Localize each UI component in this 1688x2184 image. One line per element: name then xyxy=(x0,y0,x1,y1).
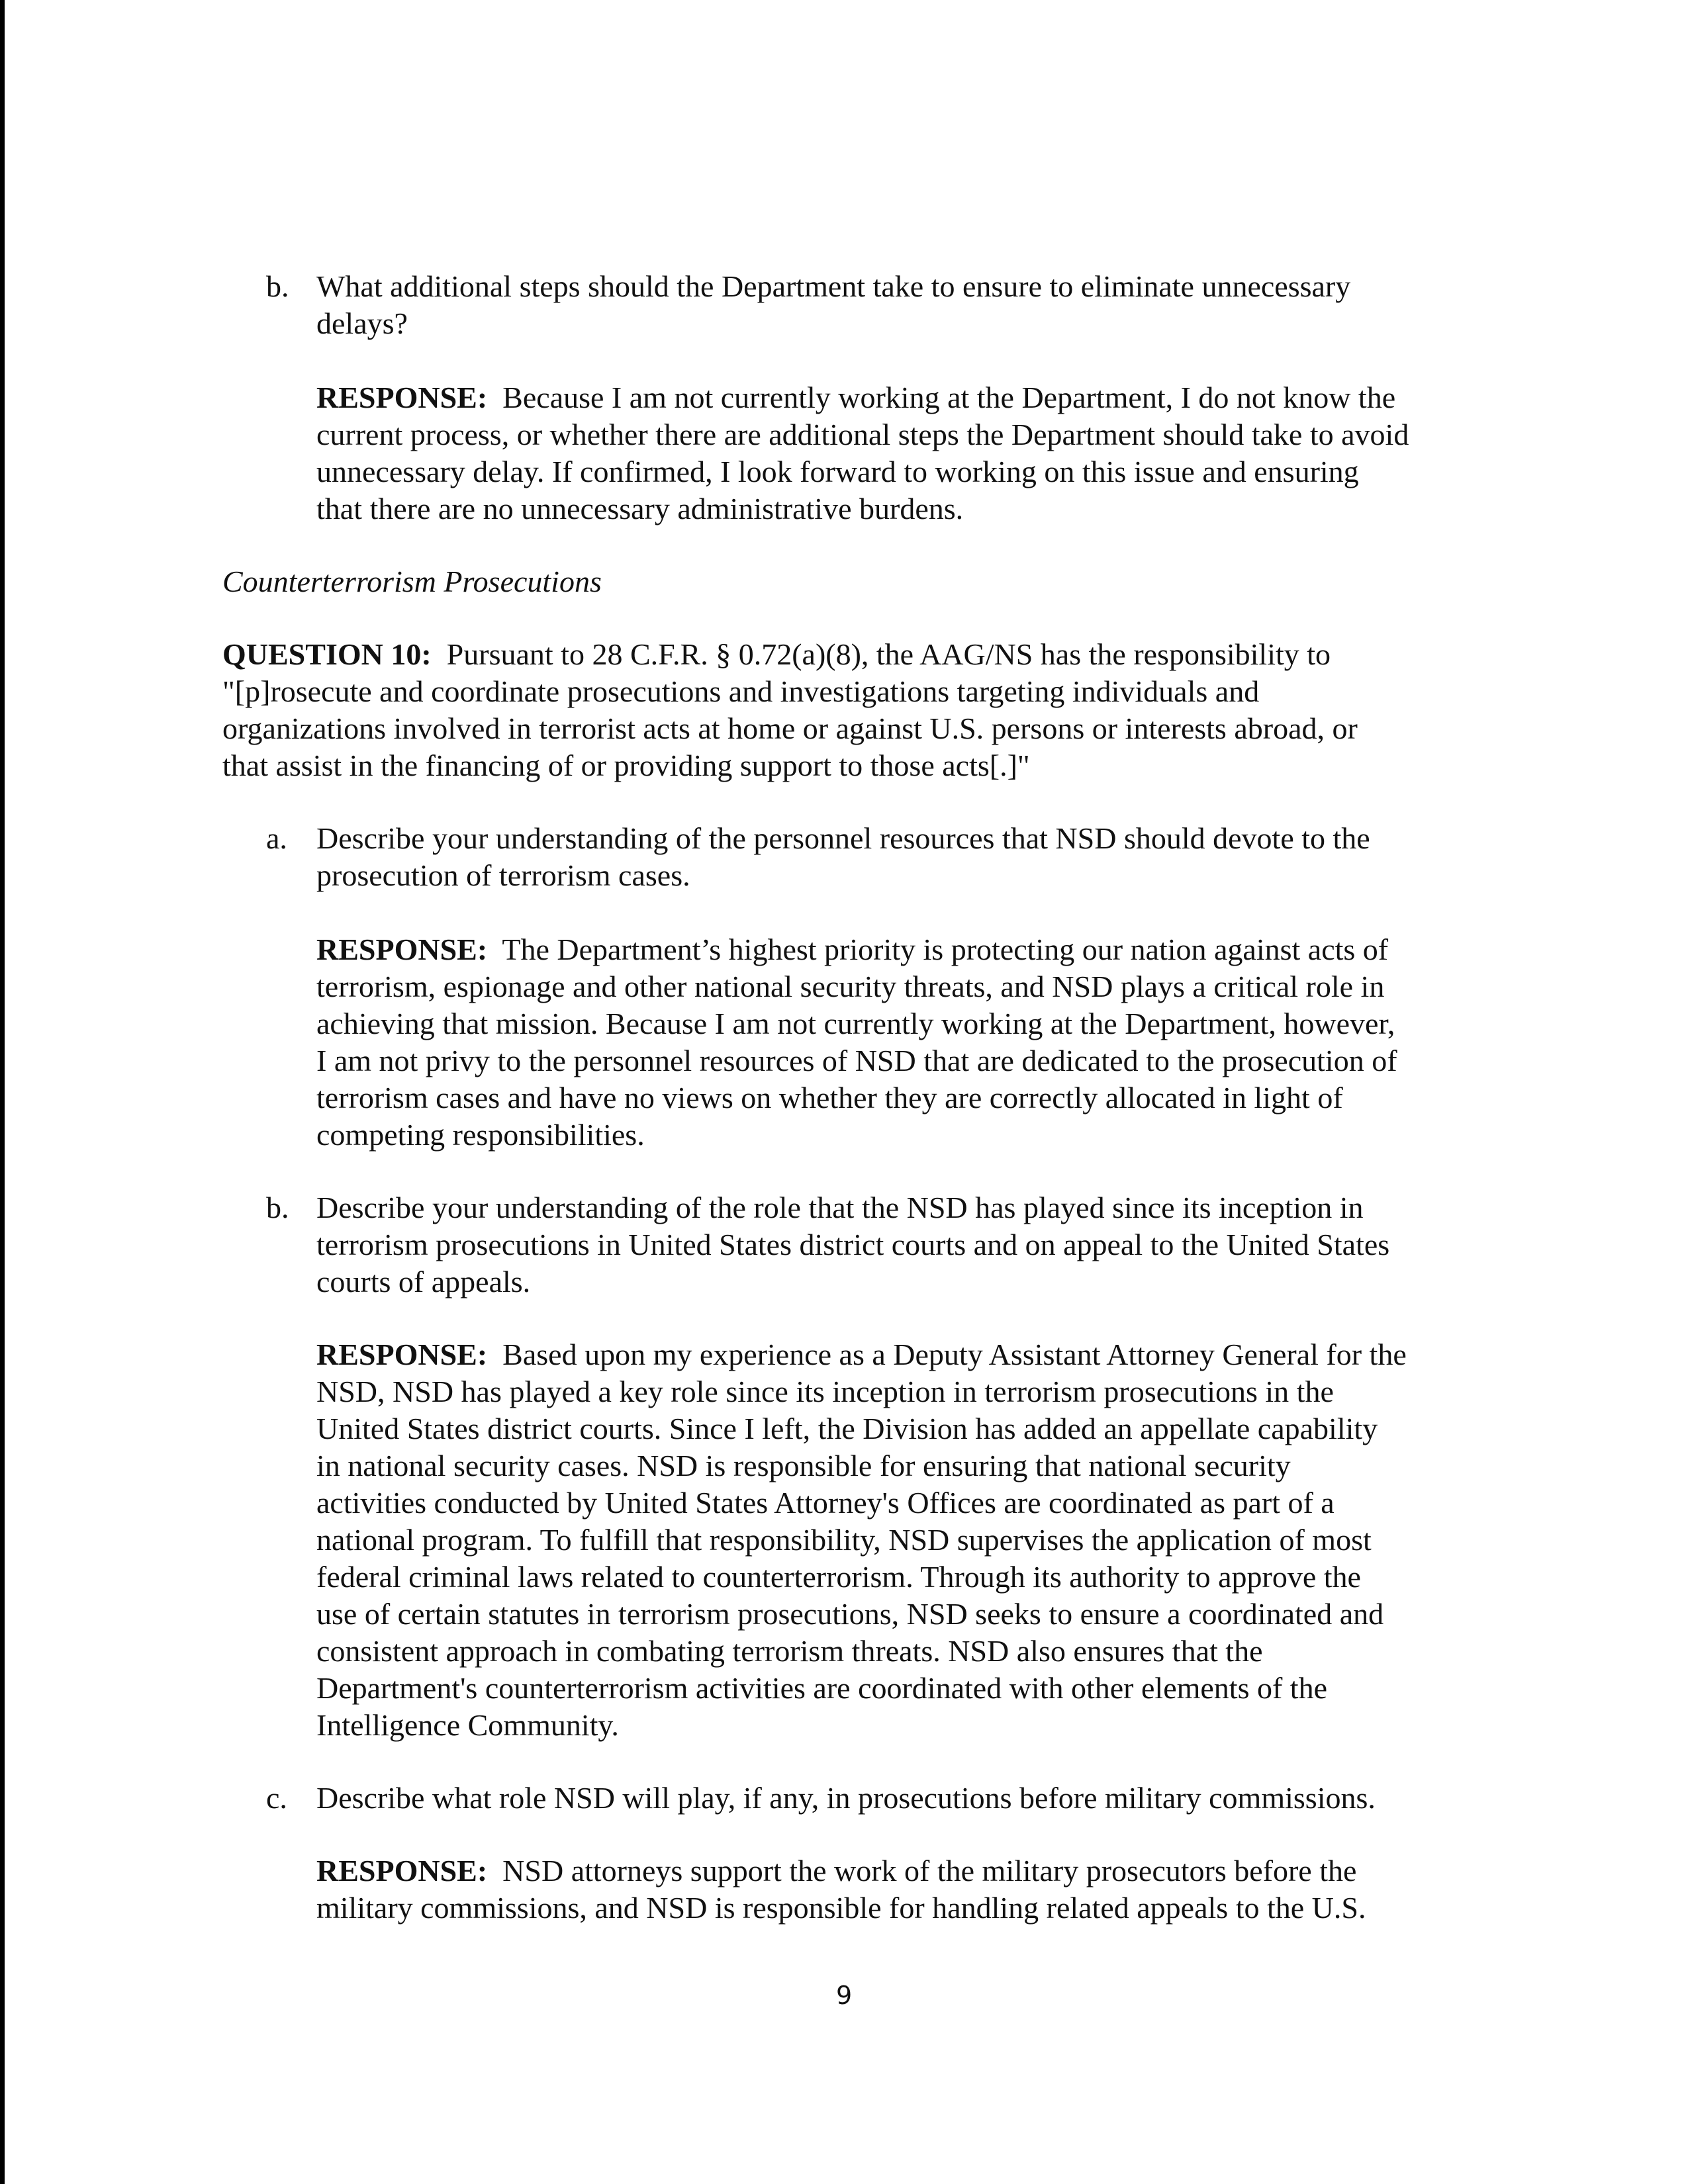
response-label: RESPONSE: xyxy=(316,933,488,966)
question-line: delays? xyxy=(316,306,408,340)
response-line xyxy=(316,934,1388,965)
question-line: organizations involved in terrorist acts at home or against U.S. persons or interests abroad, or xyxy=(222,711,1358,745)
list-marker: b. xyxy=(266,269,289,303)
response-line: achieving that mission. Because I am not currently working at the Department, however, xyxy=(316,1007,1395,1040)
list-marker: a. xyxy=(266,821,287,855)
response-line: competing responsibilities. xyxy=(316,1118,645,1152)
question-line: Describe what role NSD will play, if any, in prosecutions before military commissions. xyxy=(316,1781,1376,1815)
response-text: The Department’s highest priority is protecting our nation against acts of xyxy=(502,933,1389,966)
response-line: in national security cases. NSD is responsible for ensuring that national security xyxy=(316,1449,1291,1482)
response-line: current process, or whether there are additional steps the Department should take to avoid xyxy=(316,418,1409,451)
question-line: prosecution of terrorism cases. xyxy=(316,858,690,892)
response-text: NSD attorneys support the work of the military prosecutors before the xyxy=(502,1854,1357,1888)
question-line: Describe your understanding of the personnel resources that NSD should devote to the xyxy=(316,821,1370,855)
question-line: terrorism prosecutions in United States district courts and on appeal to the United States xyxy=(316,1228,1390,1261)
response-line xyxy=(316,1856,1356,1886)
list-marker: b. xyxy=(266,1191,289,1224)
section-heading: Counterterrorism Prosecutions xyxy=(222,565,602,598)
response-line: Intelligence Community. xyxy=(316,1708,619,1742)
question-text: Pursuant to 28 C.F.R. § 0.72(a)(8), the AAG/NS has the responsibility to xyxy=(446,637,1331,671)
question-line: courts of appeals. xyxy=(316,1265,531,1298)
response-line: United States district courts. Since I left, the Division has added an appellate capability xyxy=(316,1412,1378,1445)
response-line: national program. To fulfill that responsibility, NSD supervises the application of most xyxy=(316,1523,1372,1557)
page-number: 9 xyxy=(836,1981,853,2010)
response-line xyxy=(316,1340,1407,1370)
response-line: federal criminal laws related to counterterrorism. Through its authority to approve the xyxy=(316,1560,1361,1594)
response-label: RESPONSE: xyxy=(316,1338,488,1371)
list-marker: c. xyxy=(266,1781,287,1815)
response-line: military commissions, and NSD is responsible for handling related appeals to the U.S. xyxy=(316,1891,1366,1925)
question-line: "[p]rosecute and coordinate prosecutions and investigations targeting individuals and xyxy=(222,674,1260,708)
question-line: Describe your understanding of the role that the NSD has played since its inception in xyxy=(316,1191,1364,1224)
response-line: I am not privy to the personnel resources of NSD that are dedicated to the prosecution of xyxy=(316,1044,1397,1077)
response-line: use of certain statutes in terrorism prosecutions, NSD seeks to ensure a coordinated and xyxy=(316,1597,1384,1631)
response-text: Because I am not currently working at the Department, I do not know the xyxy=(502,381,1396,414)
response-label: RESPONSE: xyxy=(316,1854,488,1888)
response-line: unnecessary delay. If confirmed, I look forward to working on this issue and ensuring xyxy=(316,455,1359,488)
response-label: RESPONSE: xyxy=(316,381,488,414)
response-line xyxy=(316,383,1395,413)
response-line: that there are no unnecessary administrative burdens. xyxy=(316,492,964,525)
response-line: terrorism cases and have no views on whether they are correctly allocated in light of xyxy=(316,1081,1343,1115)
response-line: NSD, NSD has played a key role since its inception in terrorism prosecutions in the xyxy=(316,1375,1334,1408)
response-text: Based upon my experience as a Deputy Assistant Attorney General for the xyxy=(502,1338,1407,1371)
response-line: consistent approach in combating terrorism threats. NSD also ensures that the xyxy=(316,1634,1263,1668)
response-line: Department's counterterrorism activities are coordinated with other elements of the xyxy=(316,1671,1328,1705)
response-line: activities conducted by United States Attorney's Offices are coordinated as part of a xyxy=(316,1486,1335,1520)
response-line: terrorism, espionage and other national security threats, and NSD plays a critical role in xyxy=(316,970,1385,1003)
question-line: that assist in the financing of or providing support to those acts[.]" xyxy=(222,749,1030,782)
question-line: What additional steps should the Department take to ensure to eliminate unnecessary xyxy=(316,269,1351,303)
question-label: QUESTION 10: xyxy=(222,637,432,671)
question-line xyxy=(222,639,1331,670)
